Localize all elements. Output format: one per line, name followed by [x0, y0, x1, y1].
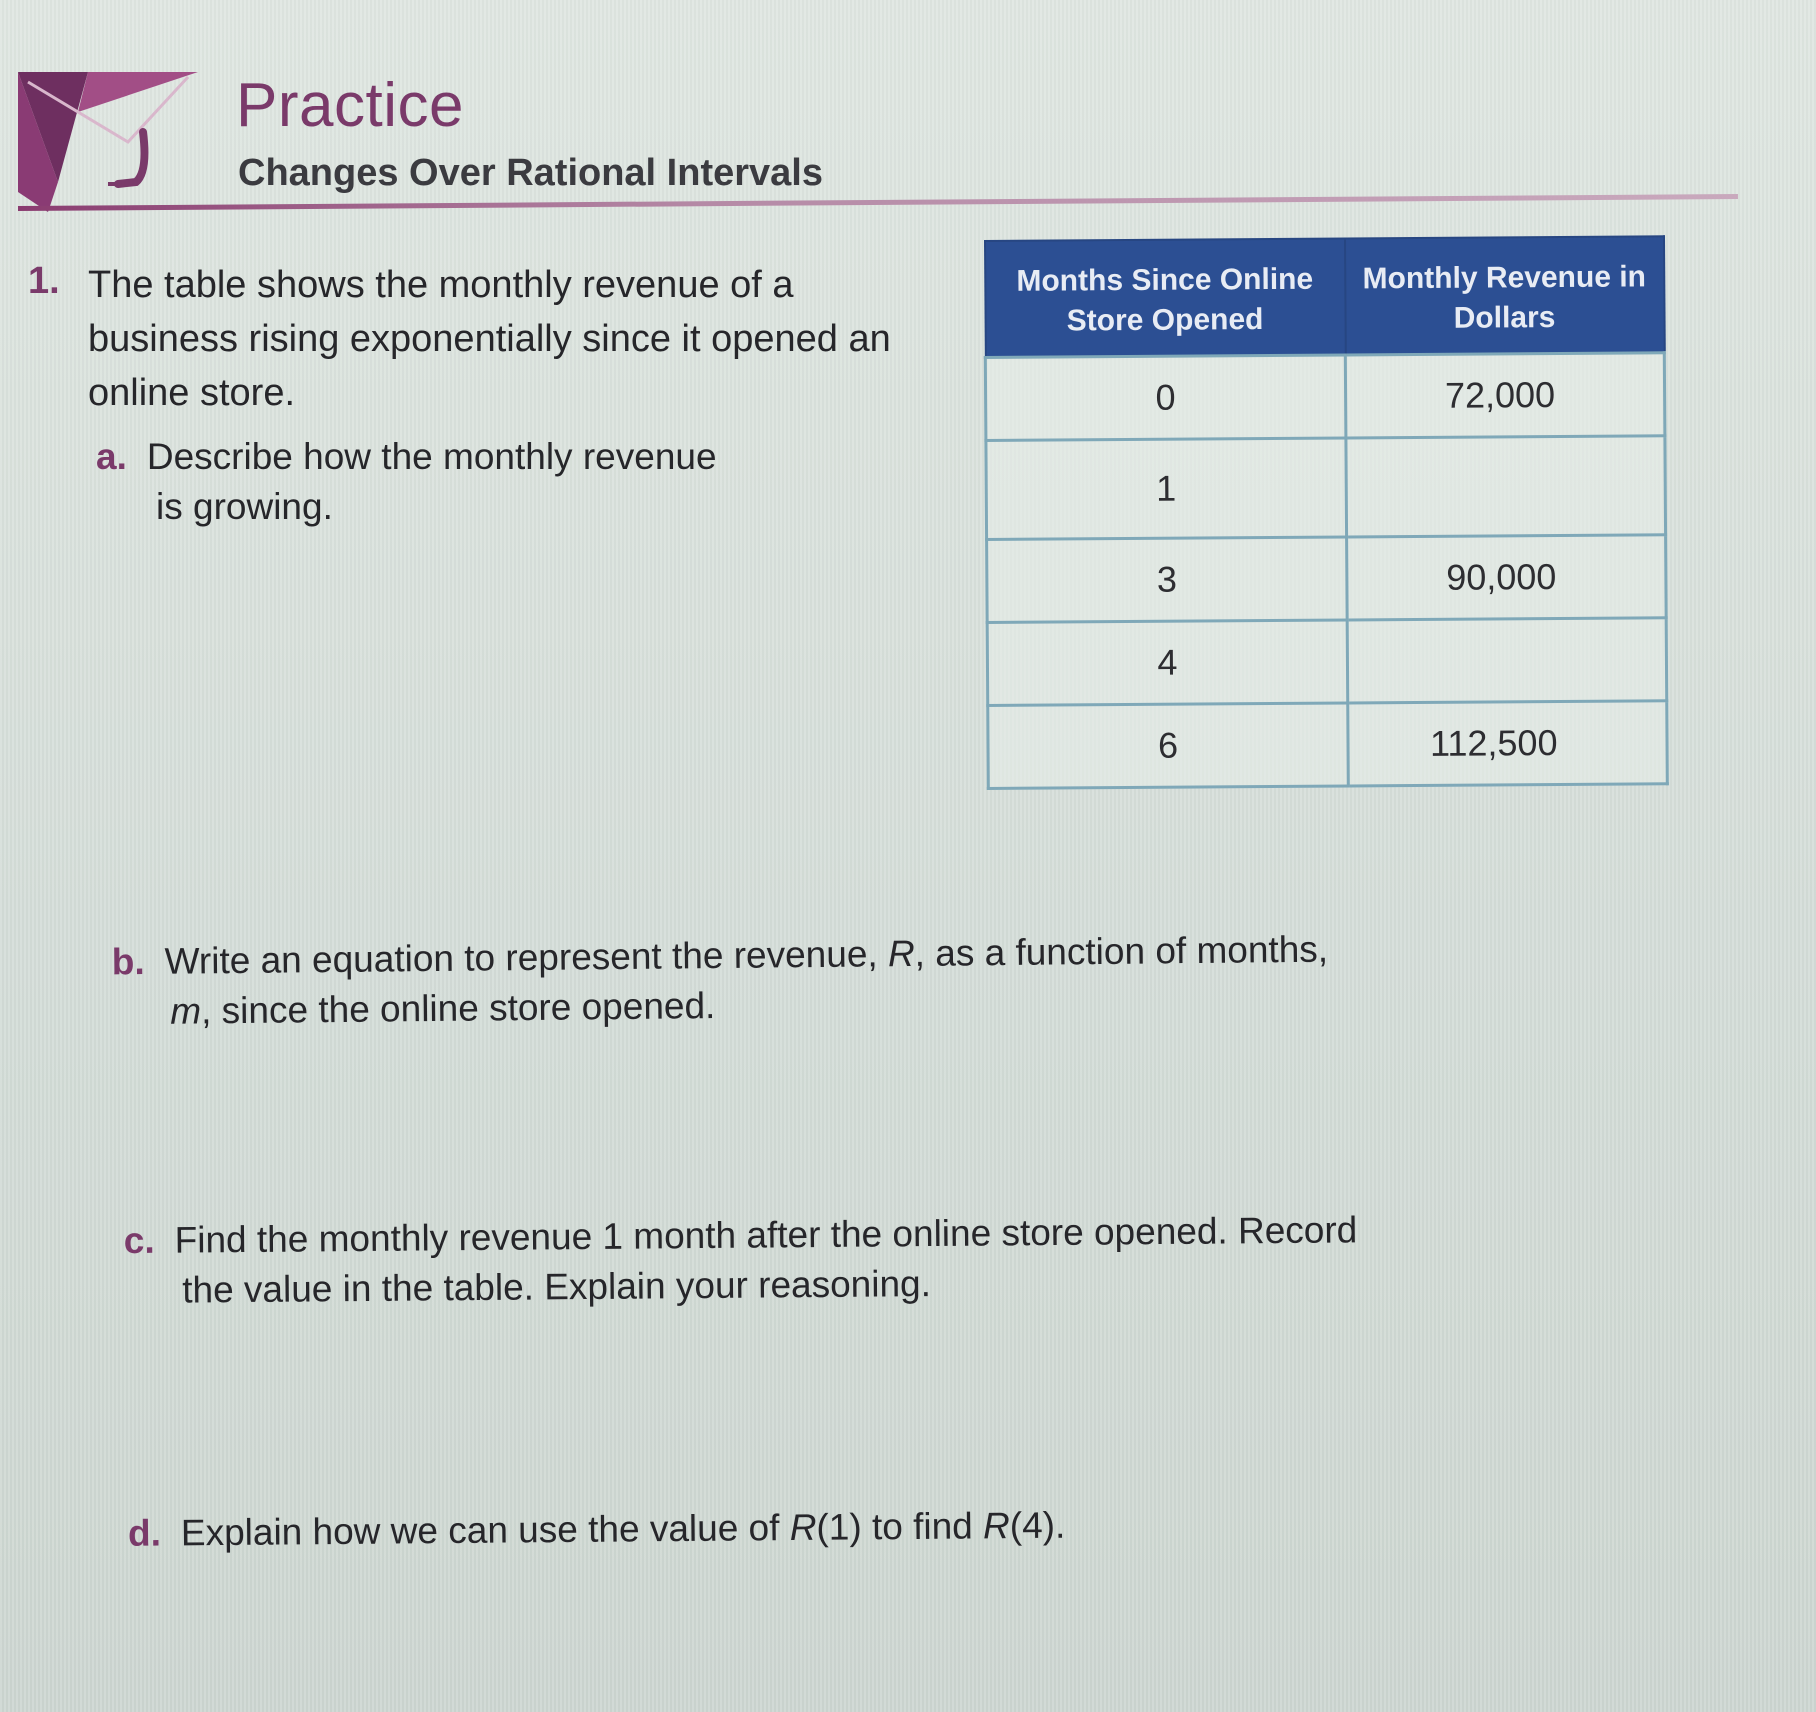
lesson-subtitle: Changes Over Rational Intervals [238, 152, 823, 194]
part-c-line2: the value in the table. Explain your reasoning. [182, 1263, 932, 1311]
table-header-months: Months Since Online Store Opened [985, 238, 1346, 357]
part-b-line2 [112, 973, 1512, 1038]
months-cell: 4 [987, 620, 1348, 706]
part-d-var-r1: R [789, 1506, 817, 1549]
revenue-cell: 72,000 [1345, 353, 1665, 438]
months-cell: 1 [986, 438, 1347, 540]
question-number: 1. [28, 260, 60, 302]
part-b-var-m: m [170, 990, 202, 1032]
revenue-cell-blank[interactable] [1346, 436, 1666, 537]
part-b-text-post: , as a function of months, [914, 928, 1329, 974]
part-c-letter: c. [123, 1219, 155, 1262]
table-row [987, 535, 1667, 623]
part-d-text-pre: Explain how we can use the value of [180, 1507, 790, 1554]
months-cell: 3 [987, 537, 1348, 623]
part-d-var-r2: R [982, 1505, 1010, 1547]
page-title: Practice [236, 71, 464, 140]
table-row [987, 618, 1667, 706]
part-c-line1: Find the monthly revenue 1 month after the online store opened. Record [174, 1209, 1358, 1261]
part-d-arg1: (1) [816, 1506, 862, 1548]
table-row [985, 353, 1665, 441]
part-a [96, 432, 816, 532]
revenue-cell: 90,000 [1347, 535, 1667, 620]
part-d-letter: d. [127, 1512, 162, 1554]
question-text: The table shows the monthly revenue of a business rising exponentially since it opened an online store. [88, 264, 891, 414]
revenue-cell-blank[interactable] [1347, 618, 1667, 703]
months-cell: 0 [985, 355, 1346, 441]
part-b-line2-text: , since the online store opened. [200, 985, 716, 1032]
part-a-letter: a. [96, 436, 127, 477]
table-row [988, 701, 1668, 789]
part-d-text-post: . [1054, 1504, 1066, 1546]
part-b-var-r: R [887, 932, 915, 975]
table-row [986, 436, 1666, 540]
part-d-text-mid: to find [861, 1505, 984, 1548]
part-d-arg2: (4) [1009, 1504, 1056, 1547]
months-cell: 6 [988, 703, 1349, 789]
part-b [112, 923, 1513, 1038]
part-c [124, 1204, 1515, 1316]
part-b-text-pre: Write an equation to represent the revenue, [164, 933, 889, 982]
part-d [128, 1499, 1228, 1559]
revenue-cell: 112,500 [1348, 701, 1668, 786]
part-a-line1: Describe how the monthly revenue [146, 436, 717, 477]
part-a-line2: is growing. [156, 486, 333, 527]
table-header-revenue: Monthly Revenue in Dollars [1344, 236, 1664, 355]
revenue-table [983, 235, 1669, 790]
practice-logo-icon [18, 72, 218, 212]
header-divider [18, 194, 1738, 211]
part-b-letter: b. [111, 940, 145, 983]
